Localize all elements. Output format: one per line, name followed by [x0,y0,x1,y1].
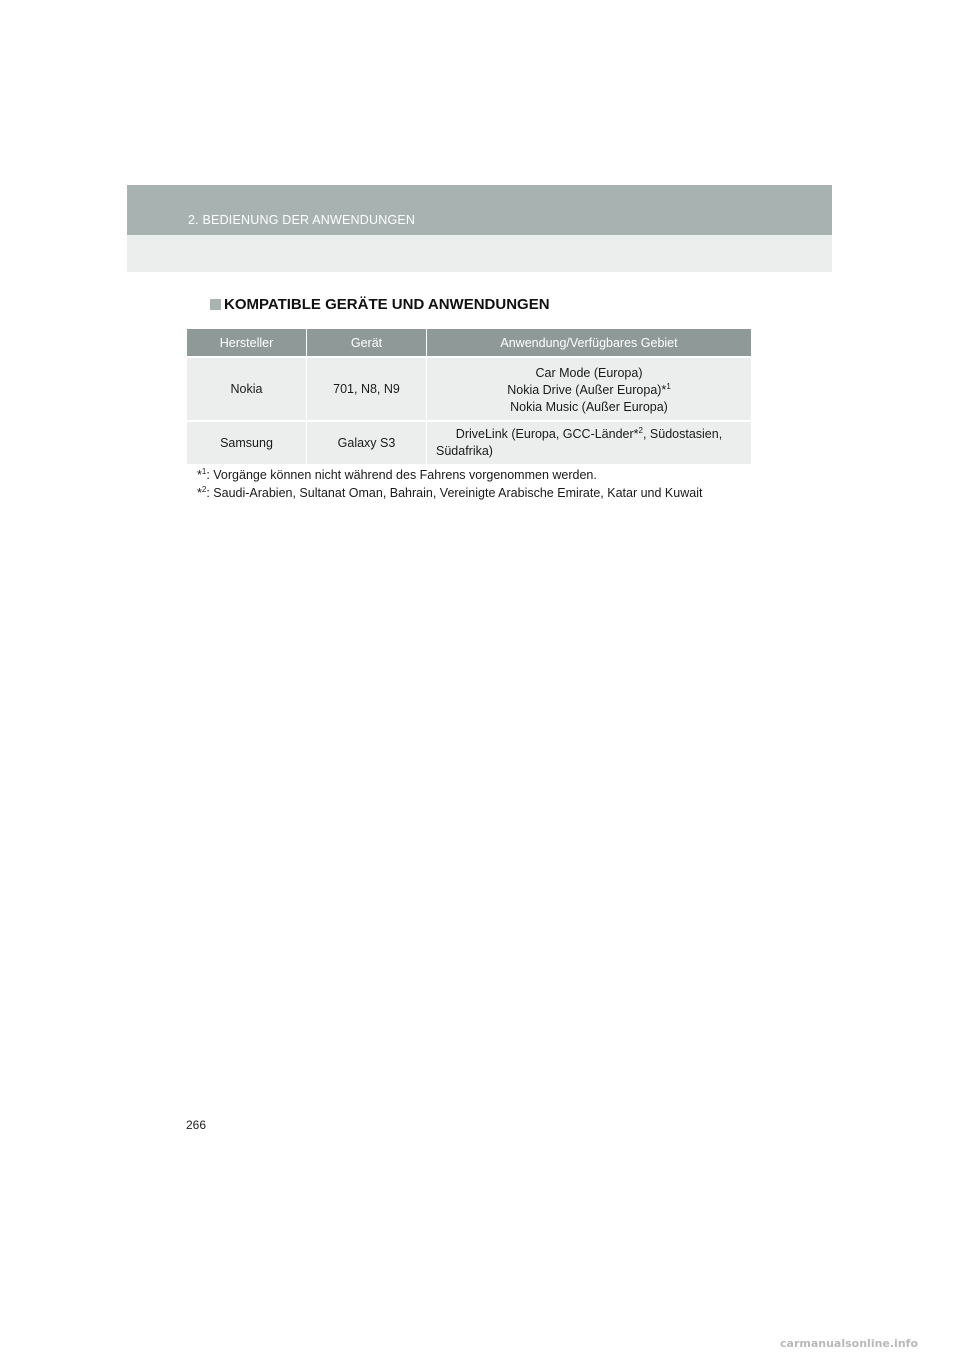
cell-application [427,356,751,420]
cell-device: Galaxy S3 [307,420,427,464]
page-number: 266 [186,1118,207,1132]
chapter-header-bar [127,185,832,235]
footnote-ref: 2 [638,426,643,435]
square-bullet-icon [210,299,221,310]
table-header-row [187,329,751,356]
app-line: Nokia Drive (Außer Europa)*$^1$ [507,381,671,397]
cell-device: 701, N8, N9 [307,356,427,420]
column-header-application: Anwendung/Verfügbares Gebiet [427,329,751,356]
table-row [187,356,751,420]
compatibility-table [187,329,751,464]
footnote-item: *$^1$: Vorgänge können nicht während des Fahrens vorgenommen werden. [197,467,597,482]
section-heading [210,296,550,313]
column-header-manufacturer: Hersteller [187,329,307,356]
footnotes [197,466,702,502]
footnote-ref: 1 [666,381,671,391]
chapter-title: 2. BEDIENUNG DER ANWENDUNGEN [188,213,416,227]
chapter-header [127,185,832,272]
table-row [187,420,751,464]
app-line: Car Mode (Europa) [535,365,643,380]
section-title: KOMPATIBLE GERÄTE UND ANWENDUNGEN [224,296,550,313]
cell-manufacturer: Samsung [187,420,307,464]
cell-manufacturer: Nokia [187,356,307,420]
watermark: carmanualsonline.info [780,1337,918,1350]
column-header-device: Gerät [307,329,427,356]
app-line: Nokia Music (Außer Europa) [510,399,668,414]
footnote-item: *$^2$: Saudi-Arabien, Sultanat Oman, Bahrain, Vereinigte Arabische Emirate, Katar und Kuwait [197,485,703,500]
cell-application: DriveLink (Europa, GCC-Länder*$^2$, Südostasien, Südafrika) [427,420,751,464]
